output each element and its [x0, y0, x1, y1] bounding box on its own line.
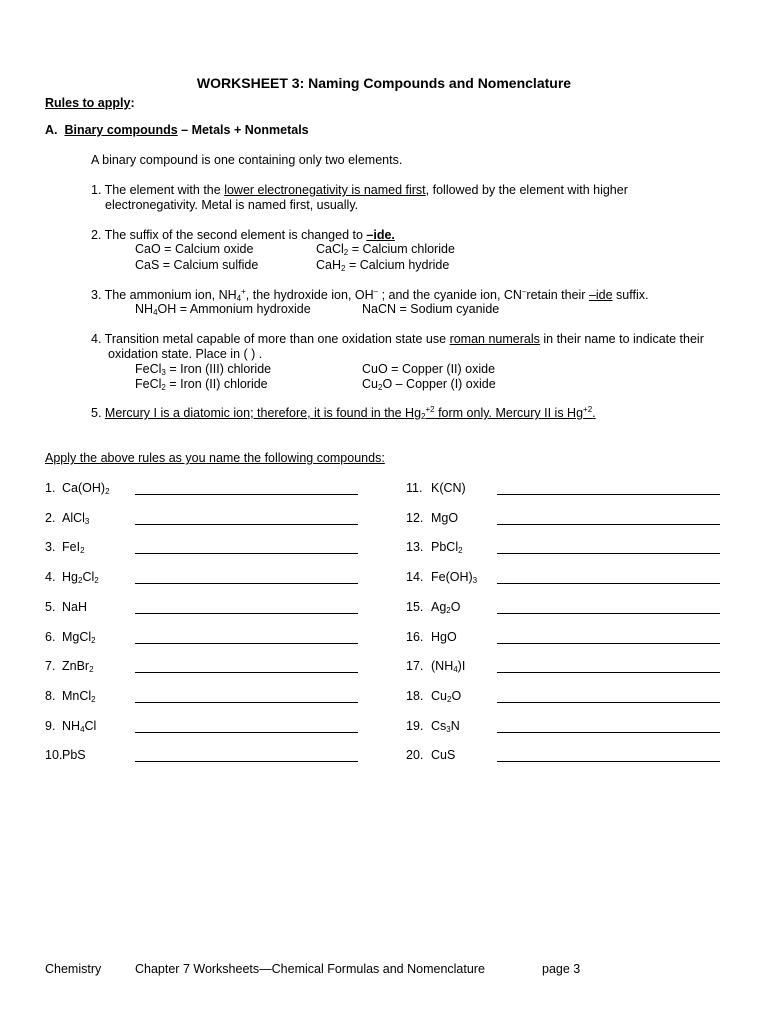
- compound-number: 10.: [45, 748, 63, 762]
- page-title: WORKSHEET 3: Naming Compounds and Nomenclature: [196, 75, 572, 91]
- rule-4-example-cuo: CuO = Copper (II) oxide: [362, 362, 496, 376]
- compound-number: 7.: [45, 659, 56, 673]
- rules-heading: Rules to apply:: [45, 96, 135, 110]
- compound-number: 18.: [406, 689, 424, 703]
- compound-number: 13.: [406, 540, 424, 554]
- answer-line[interactable]: [497, 553, 720, 554]
- rule-3: 3. The ammonium ion, $NH_4^+$, the hydroxide ion, OH– ; and the cyanide ion, CN–retain their –ide suffix.: [91, 287, 649, 303]
- answer-line[interactable]: [135, 761, 358, 762]
- compound-formula: HgO: [431, 630, 457, 644]
- section-a-heading: A. Binary compounds – Metals + Nonmetals: [45, 123, 309, 137]
- compound-formula: K(CN): [431, 481, 466, 495]
- compound-formula: AlCl$_3$: [62, 511, 90, 526]
- compound-number: 8.: [45, 689, 56, 703]
- compound-formula: PbS: [62, 748, 86, 762]
- compound-number: 9.: [45, 719, 56, 733]
- compound-formula: $(NH_4)I$: [431, 659, 466, 674]
- answer-line[interactable]: [135, 613, 358, 614]
- compound-formula: $Ca(OH)_2$: [62, 481, 110, 496]
- rule-5: 5. Mercury I is a diatomic ion; therefore, it is found in the $Hg_2^{+2}$ form only. Mercury II is $Hg^{+2}$.: [91, 405, 596, 421]
- answer-line[interactable]: [497, 732, 720, 733]
- compound-formula: $Hg_2Cl_2$: [62, 570, 99, 585]
- rule-1-line-2: electronegativity. Metal is named first, usually.: [105, 198, 359, 212]
- rule-4-example-fecl2: FeCl$_2$ = Iron (II) chloride: [135, 377, 268, 392]
- rule-2-example-cah2: CaH$_2$ = Calcium hydride: [316, 258, 450, 273]
- compound-number: 16.: [406, 630, 424, 644]
- answer-line[interactable]: [497, 524, 720, 525]
- compound-number: 1.: [45, 481, 56, 495]
- rule-3-example-nh4oh: $NH_4OH$ = Ammonium hydroxide: [135, 302, 311, 317]
- answer-line[interactable]: [135, 643, 358, 644]
- rule-4-line-1: 4. Transition metal capable of more than one oxidation state use roman numerals in their name to indicate their: [91, 332, 704, 346]
- rule-2-example-cas: CaS = Calcium sulfide: [135, 258, 259, 272]
- rule-2-example-cacl2: CaCl$_2$ = Calcium chloride: [316, 242, 455, 257]
- answer-line[interactable]: [135, 672, 358, 673]
- compound-formula: $Fe(OH)_3$: [431, 570, 478, 585]
- rule-2-example-cao: CaO = Calcium oxide: [135, 242, 254, 256]
- answer-line[interactable]: [135, 702, 358, 703]
- answer-line[interactable]: [497, 494, 720, 495]
- footer-chapter: Chapter 7 Worksheets—Chemical Formulas and Nomenclature: [135, 962, 485, 976]
- compound-formula: MgO: [431, 511, 459, 525]
- compound-number: 17.: [406, 659, 424, 673]
- compound-formula: $Cs_3N$: [431, 719, 460, 734]
- section-a-intro: A binary compound is one containing only two elements.: [91, 153, 403, 167]
- rule-4-line-2: oxidation state. Place in ( ) .: [108, 347, 263, 361]
- compound-number: 2.: [45, 511, 56, 525]
- compound-number: 19.: [406, 719, 424, 733]
- answer-line[interactable]: [135, 732, 358, 733]
- rule-4-example-cu2o: $Cu_2O$ – Copper (I) oxide: [362, 377, 496, 392]
- answer-line[interactable]: [135, 583, 358, 584]
- compound-number: 12.: [406, 511, 424, 525]
- rule-4-example-fecl3: FeCl$_3$ = Iron (III) chloride: [135, 362, 272, 377]
- footer-page: page 3: [542, 962, 581, 976]
- compound-formula: MgCl$_2$: [62, 630, 96, 645]
- rule-1-line-1: 1. The element with the lower electronegativity is named first, followed by the element with higher: [91, 183, 628, 197]
- rule-2: 2. The suffix of the second element is changed to –ide.: [91, 228, 395, 242]
- compound-formula: PbCl$_2$: [431, 540, 463, 555]
- rule-3-example-nacn: NaCN = Sodium cyanide: [362, 302, 500, 316]
- compound-number: 11.: [406, 481, 423, 495]
- answer-line[interactable]: [497, 702, 720, 703]
- compound-number: 15.: [406, 600, 424, 614]
- compound-number: 4.: [45, 570, 56, 584]
- answer-line[interactable]: [497, 643, 720, 644]
- compound-number: 5.: [45, 600, 56, 614]
- answer-line[interactable]: [135, 524, 358, 525]
- footer-subject: Chemistry: [45, 962, 102, 976]
- answer-line[interactable]: [135, 553, 358, 554]
- compound-number: 6.: [45, 630, 56, 644]
- compound-number: 14.: [406, 570, 424, 584]
- compound-formula: FeI$_2$: [62, 540, 85, 555]
- compound-formula: $Ag_2O$: [431, 600, 461, 615]
- answer-line[interactable]: [135, 494, 358, 495]
- compound-formula: $NH_4Cl$: [62, 719, 97, 734]
- compound-formula: MnCl$_2$: [62, 689, 96, 704]
- answer-line[interactable]: [497, 583, 720, 584]
- apply-instruction: Apply the above rules as you name the following compounds:: [45, 451, 385, 465]
- compound-formula: $Cu_2O$: [431, 689, 462, 704]
- compound-formula: NaH: [62, 600, 88, 614]
- compound-formula: CuS: [431, 748, 456, 762]
- answer-line[interactable]: [497, 672, 720, 673]
- answer-line[interactable]: [497, 613, 720, 614]
- answer-line[interactable]: [497, 761, 720, 762]
- compound-number: 20.: [406, 748, 424, 762]
- compound-formula: ZnBr$_2$: [62, 659, 94, 674]
- compound-number: 3.: [45, 540, 56, 554]
